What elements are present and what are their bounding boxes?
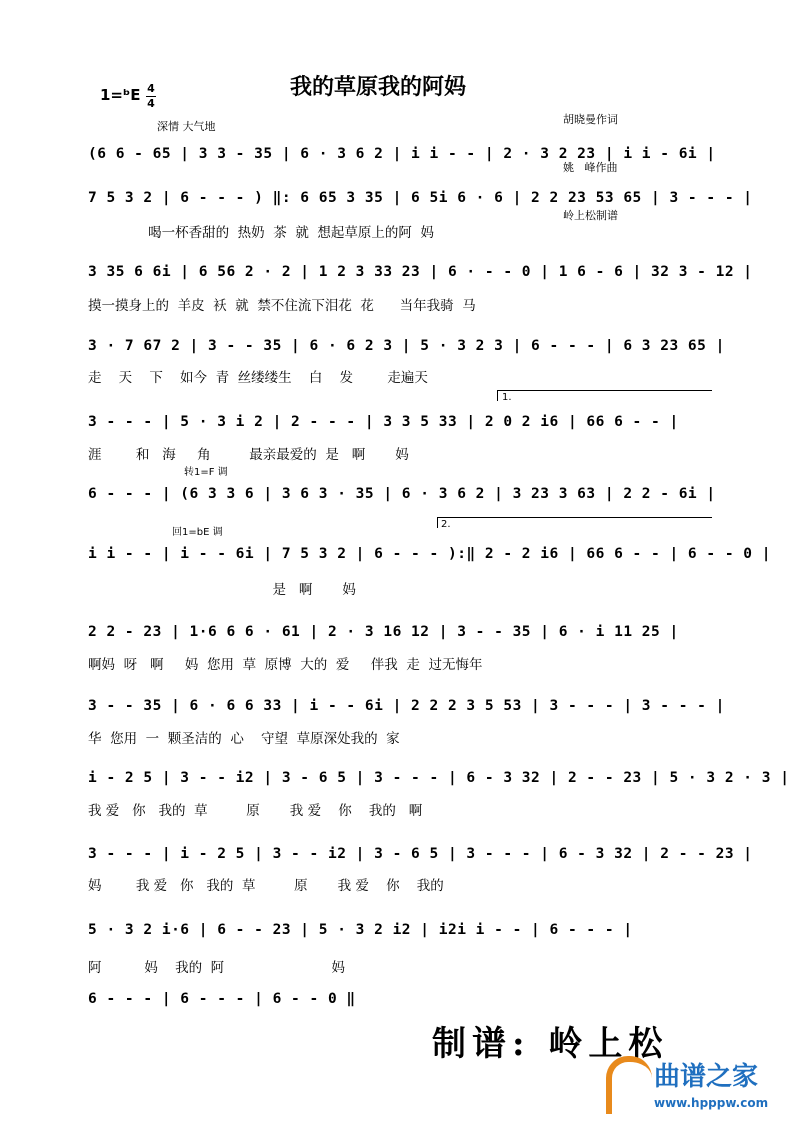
site-url: www.hpppw.com (654, 1096, 769, 1110)
composer-credit: 姚 峰作曲 (563, 161, 618, 174)
volta-2-bracket (437, 517, 712, 528)
transcriber-signature: 制谱: 岭上松 (432, 1024, 669, 1064)
lyrics-line-8: 啊妈 呀 啊 妈 您用 草 原博 大的 爱 伴我 走 过无悔年 (88, 657, 483, 673)
return-key-mark: 回1=bE 调 (172, 527, 223, 538)
lyrics-line-7: 是 啊 妈 (88, 582, 356, 598)
notation-line-3: 3 35 6 6i | 6 56 2 · 2 | 1 2 3 33 23 | 6 · - - 0 | 1 6 - 6 | 32 3 - 12 | (88, 264, 753, 280)
modulation-mark: 转1=F 调 (184, 467, 228, 478)
notation-line-13: 6 - - - | 6 - - - | 6 - - 0 ‖ (88, 991, 356, 1007)
lyrics-line-2: 喝一杯香甜的 热奶 茶 就 想起草原上的阿 妈 (88, 225, 434, 241)
notation-line-8: 2 2 - 23 | 1·6 6 6 · 61 | 2 · 3 16 12 | 3 - - 35 | 6 · i 11 25 | (88, 624, 679, 640)
site-name: 曲谱之家 (654, 1062, 759, 1092)
time-top: 4 (147, 82, 155, 95)
time-signature (146, 83, 156, 110)
volta-1-bracket (497, 390, 712, 401)
notation-line-6: 6 - - - | (6 3 3 6 | 3 6 3 · 35 | 6 · 3 6 2 | 3 23 3 63 | 2 2 - 6i | (88, 486, 716, 502)
lyrics-line-3: 摸一摸身上的 羊皮 袄 就 禁不住流下泪花 花 当年我骑 马 (88, 298, 476, 314)
lyrics-line-5: 涯 和 海 角 最亲最爱的 是 啊 妈 (88, 447, 409, 463)
site-watermark (598, 1052, 788, 1116)
tempo-marking: 深情 大气地 (157, 120, 216, 133)
notation-line-2: 7 5 3 2 | 6 - - - ) ‖: 6 65 3 35 | 6 5i 6 · 6 | 2 2 23 53 65 | 3 - - - | (88, 190, 753, 206)
notation-line-7: i i - - | i - - 6i | 7 5 3 2 | 6 - - - ):‖ 2 - 2 i6 | 66 6 - - | 6 - - 0 | (88, 546, 772, 562)
lyricist-credit: 胡晓曼作词 (563, 113, 618, 126)
lyrics-line-10: 我 爱 你 我的 草 原 我 爱 你 我的 啊 (88, 803, 423, 819)
song-title: 我的草原我的阿妈 (290, 75, 467, 100)
volta-1-label: 1. (502, 392, 512, 403)
notation-line-4: 3 · 7 67 2 | 3 - - 35 | 6 · 6 2 3 | 5 · 3 2 3 | 6 - - - | 6 3 23 65 | (88, 338, 725, 354)
key-signature: 1=ᵇE (100, 86, 141, 104)
lyrics-line-11: 妈 我 爱 你 我的 草 原 我 爱 你 我的 (88, 878, 444, 894)
notation-line-12: 5 · 3 2 i·6 | 6 - - 23 | 5 · 3 2 i2 | i2i i - - | 6 - - - | (88, 922, 633, 938)
site-logo-icon (606, 1056, 652, 1114)
transcriber-credit: 岭上松制谱 (563, 209, 618, 222)
notation-line-10: i - 2 5 | 3 - - i2 | 3 - 6 5 | 3 - - - | 6 - 3 32 | 2 - - 23 | 5 · 3 2 · 3 | (88, 770, 790, 786)
volta-2-label: 2. (441, 519, 451, 530)
notation-line-5: 3 - - - | 5 · 3 i 2 | 2 - - - | 3 3 5 33 | 2 0 2 i6 | 66 6 - - | (88, 414, 679, 430)
lyrics-line-9: 华 您用 一 颗圣洁的 心 守望 草原深处我的 家 (88, 731, 400, 747)
notation-line-1: (6 6 - 65 | 3 3 - 35 | 6 · 3 6 2 | i i - - | 2 · 3 2 23 | i i - 6i | (88, 146, 716, 162)
notation-line-11: 3 - - - | i - 2 5 | 3 - - i2 | 3 - 6 5 | 3 - - - | 6 - 3 32 | 2 - - 23 | (88, 846, 753, 862)
time-bottom: 4 (147, 97, 155, 110)
lyrics-line-12: 阿 妈 我的 阿 妈 (88, 960, 345, 976)
lyrics-line-4: 走 天 下 如今 青 丝缕缕生 白 发 走遍天 (88, 370, 428, 386)
notation-line-9: 3 - - 35 | 6 · 6 6 33 | i - - 6i | 2 2 2 3 5 53 | 3 - - - | 3 - - - | (88, 698, 725, 714)
